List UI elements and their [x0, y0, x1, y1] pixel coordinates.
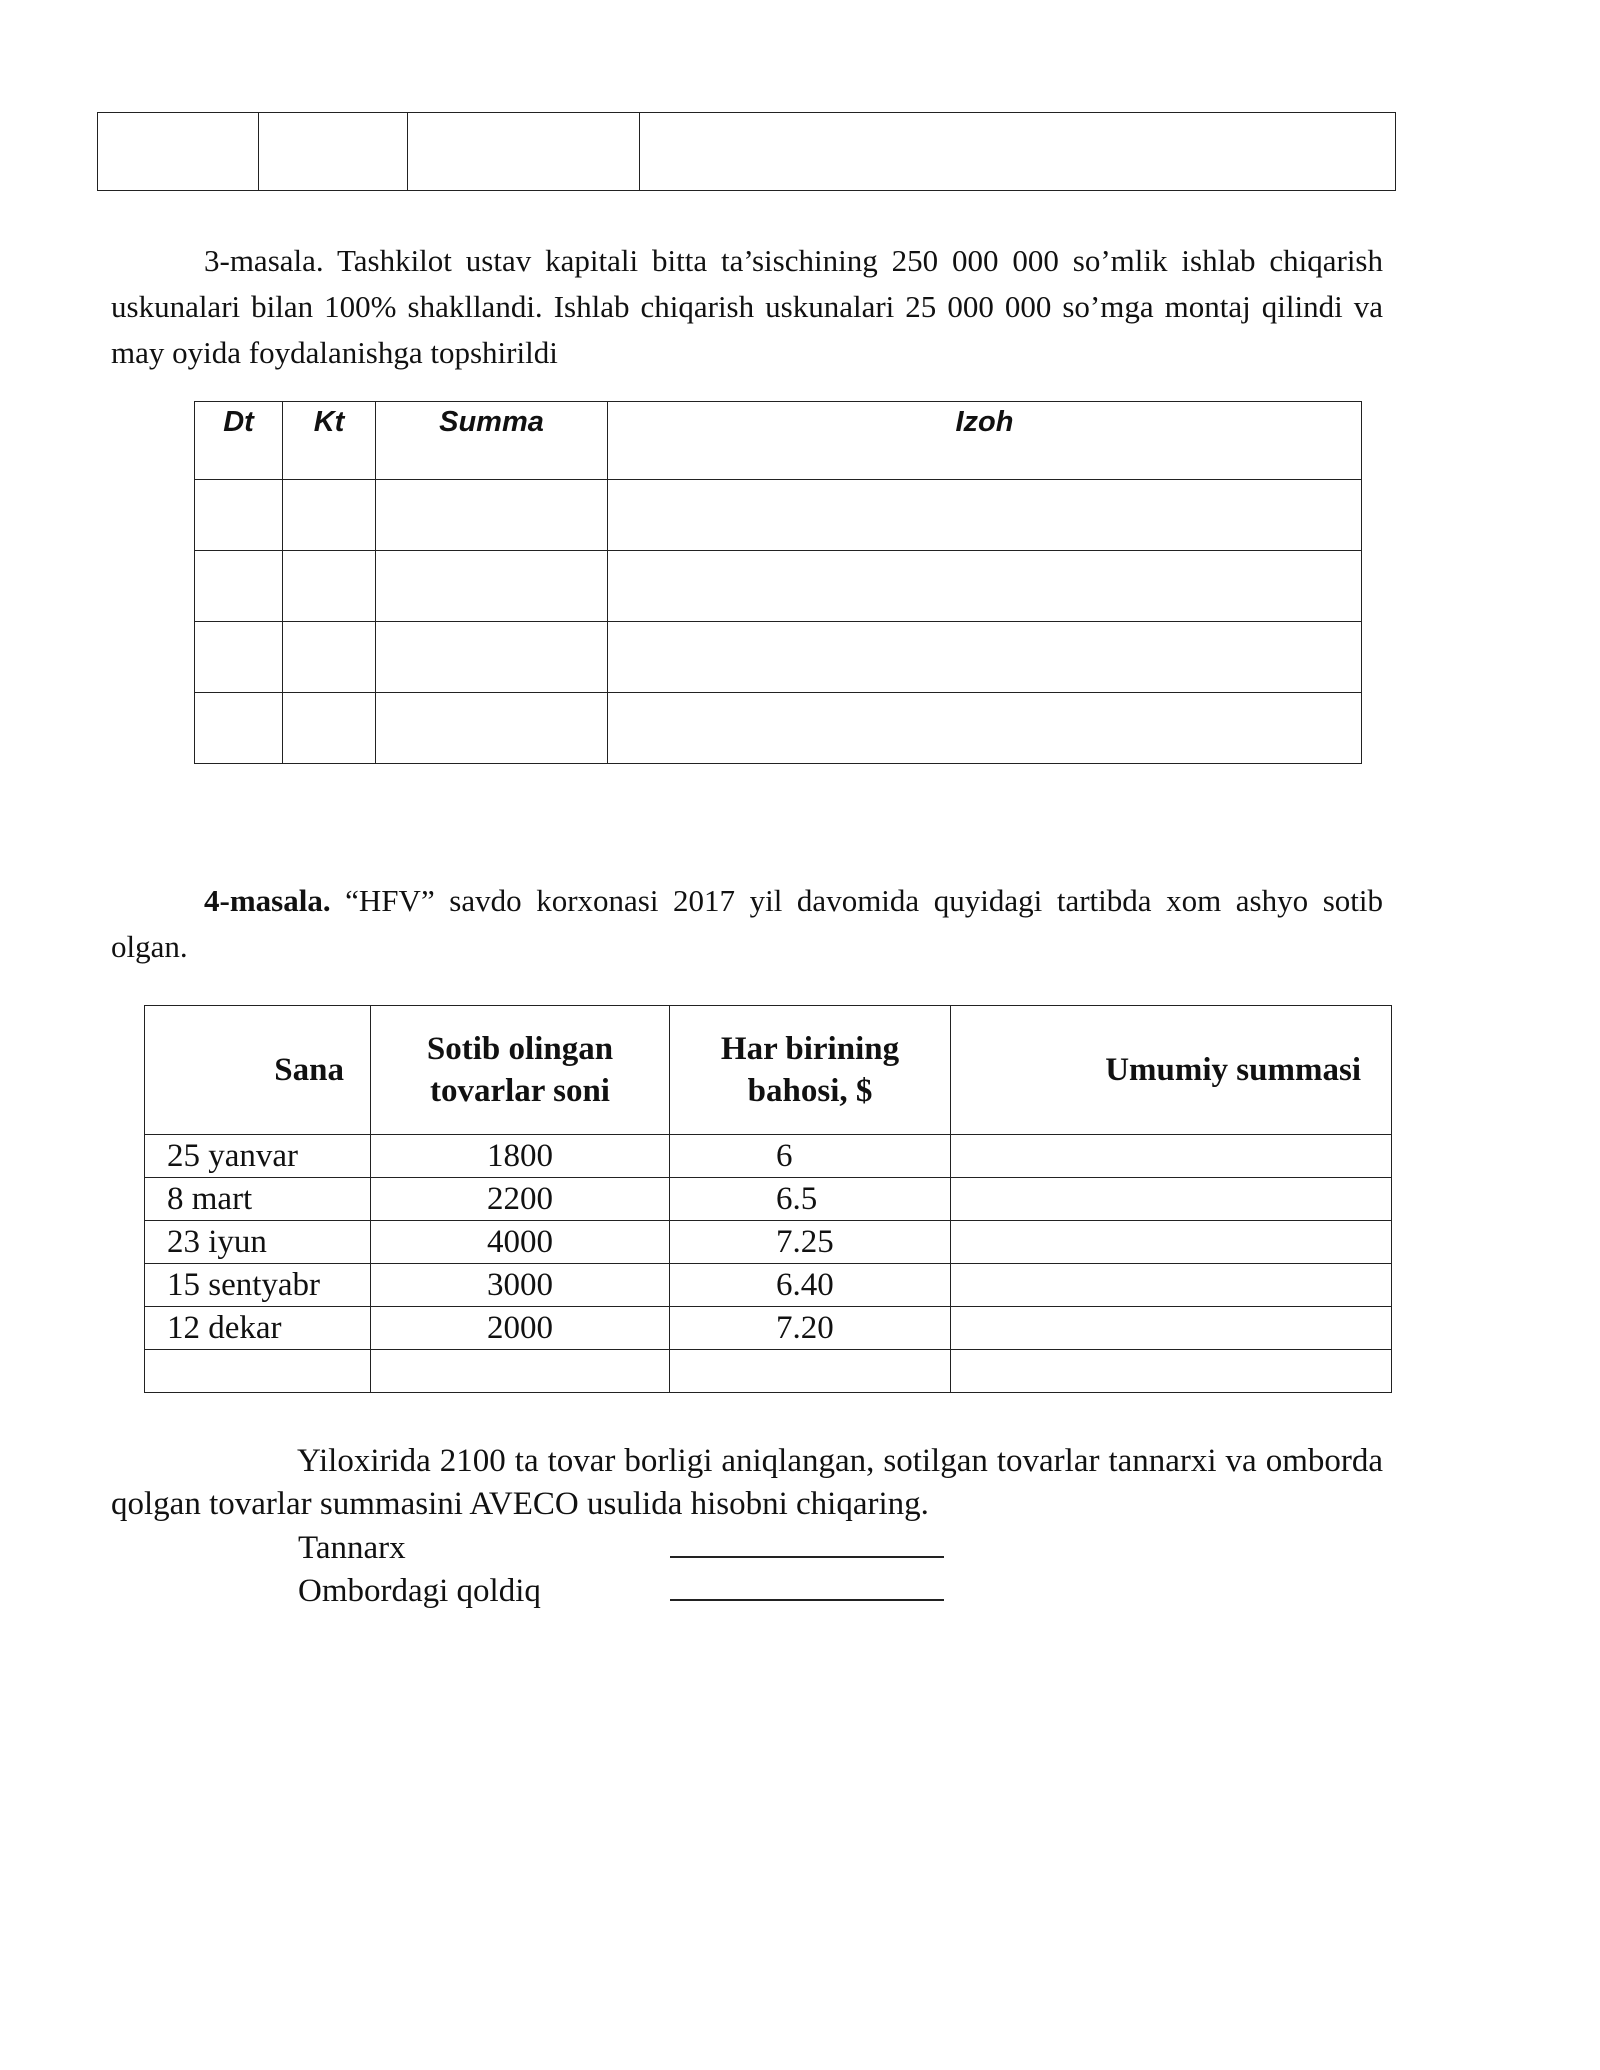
cell-quantity: 1800: [371, 1135, 670, 1178]
cell-total[interactable]: [951, 1264, 1392, 1307]
header-total: Umumiy summasi: [951, 1006, 1392, 1135]
cell-date: 12 dekar: [145, 1307, 371, 1350]
question-text: Yiloxirida 2100 ta tovar borligi aniqlangan, sotilgan tovarlar tannarxi va omborda qolgan tovarlar summasini AVECO usulida hisobni chiqaring.: [111, 1443, 1383, 1522]
cell-date: 8 mart: [145, 1178, 371, 1221]
table-cell[interactable]: [608, 622, 1362, 693]
cell-quantity: 2200: [371, 1178, 670, 1221]
table-cell[interactable]: [195, 693, 283, 764]
cell-price: 7.25: [670, 1221, 951, 1264]
answer-cost: [298, 1526, 944, 1570]
table-cell[interactable]: [283, 693, 376, 764]
table-row: [195, 622, 1362, 693]
table-cell[interactable]: [145, 1350, 371, 1393]
table-header-row: [195, 402, 1362, 480]
task4-body: “HFV” savdo korxonasi 2017 yil davomida quyidagi tartibda xom ashyo sotib olgan.: [111, 883, 1383, 964]
answer-blank[interactable]: [670, 1569, 944, 1601]
table-row: [195, 480, 1362, 551]
cell-total[interactable]: [951, 1135, 1392, 1178]
table-row: [195, 693, 1362, 764]
cell-price: 6.40: [670, 1264, 951, 1307]
table-row: [145, 1135, 1392, 1178]
table-cell[interactable]: [195, 480, 283, 551]
table-cell[interactable]: [376, 693, 608, 764]
task3-text: 3-masala. Tashkilot ustav kapitali bitta ta’sischining 250 000 000 so’mlik ishlab chiqarish uskunalari bilan 100% shakllandi. Ishlab chiqarish uskunalari 25 000 000 so’mga montaj qilindi va may oyida foydalanishga topshirildi: [111, 243, 1383, 370]
table-cell: [640, 113, 1396, 191]
cell-total[interactable]: [951, 1307, 1392, 1350]
table-row: [145, 1350, 1392, 1393]
header-izoh: Izoh: [608, 402, 1362, 480]
table-cell[interactable]: [195, 622, 283, 693]
cell-date: 15 sentyabr: [145, 1264, 371, 1307]
table-row: [145, 1178, 1392, 1221]
table-row: [98, 113, 1396, 191]
table-cell[interactable]: [608, 551, 1362, 622]
cell-price: 6.5: [670, 1178, 951, 1221]
cell-date: 23 iyun: [145, 1221, 371, 1264]
cell-quantity: 3000: [371, 1264, 670, 1307]
cell-quantity: 2000: [371, 1307, 670, 1350]
task4-question: [111, 1440, 1383, 1526]
answer-blank[interactable]: [670, 1526, 944, 1558]
task4-title: 4-masala.: [204, 883, 331, 918]
answer-label: Ombordagi qoldiq: [298, 1573, 541, 1609]
answer-label: Tannarx: [298, 1530, 406, 1566]
journal-entry-table: [194, 401, 1362, 764]
table-header-row: [145, 1006, 1392, 1135]
header-summa: Summa: [376, 402, 608, 480]
purchases-table: [144, 1005, 1392, 1393]
table-cell[interactable]: [376, 551, 608, 622]
table-row: [145, 1264, 1392, 1307]
header-kt: Kt: [283, 402, 376, 480]
cell-price: 7.20: [670, 1307, 951, 1350]
header-date: Sana: [145, 1006, 371, 1135]
cell-date: 25 yanvar: [145, 1135, 371, 1178]
table-cell[interactable]: [608, 693, 1362, 764]
cell-total[interactable]: [951, 1221, 1392, 1264]
header-dt: Dt: [195, 402, 283, 480]
table-cell[interactable]: [951, 1350, 1392, 1393]
table-cell[interactable]: [376, 622, 608, 693]
table-cell[interactable]: [283, 480, 376, 551]
cell-price: 6: [670, 1135, 951, 1178]
table-cell: [408, 113, 640, 191]
header-quantity: Sotib olingan tovarlar soni: [371, 1006, 670, 1135]
table-cell[interactable]: [371, 1350, 670, 1393]
cell-quantity: 4000: [371, 1221, 670, 1264]
table-cell[interactable]: [195, 551, 283, 622]
answer-remaining: [298, 1569, 944, 1613]
table-cell[interactable]: [283, 622, 376, 693]
table-row: [145, 1307, 1392, 1350]
table-row: [195, 551, 1362, 622]
table-row: [145, 1221, 1392, 1264]
task4-text: [111, 878, 1383, 970]
header-unit-price: Har birining bahosi, $: [670, 1006, 951, 1135]
previous-task-table: [97, 112, 1396, 191]
table-cell: [259, 113, 408, 191]
table-cell[interactable]: [670, 1350, 951, 1393]
table-cell: [98, 113, 259, 191]
table-cell[interactable]: [376, 480, 608, 551]
table-cell[interactable]: [608, 480, 1362, 551]
table-cell[interactable]: [283, 551, 376, 622]
cell-total[interactable]: [951, 1178, 1392, 1221]
